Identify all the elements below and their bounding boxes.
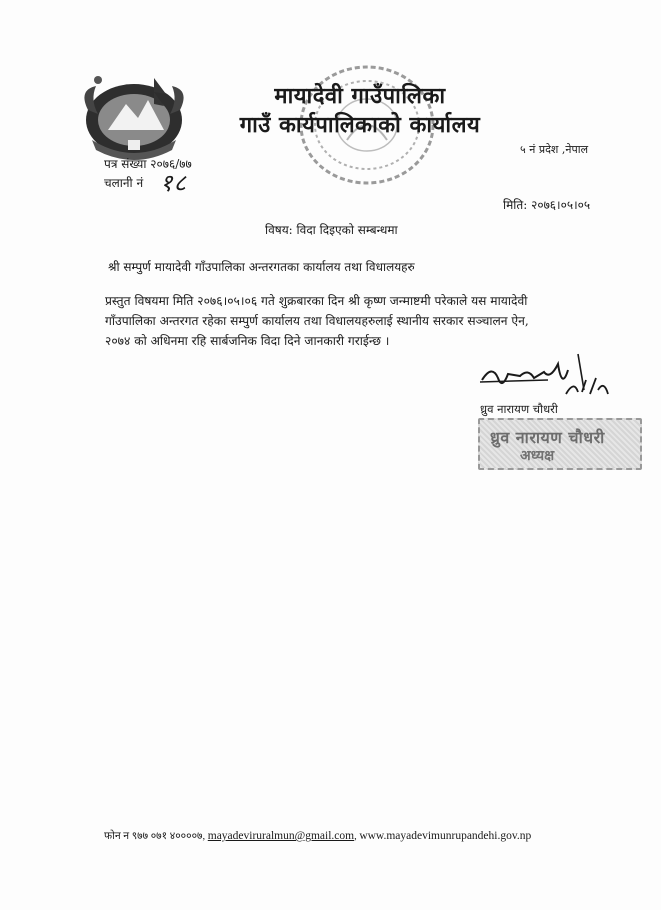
province-label: ५ नं प्रदेश ,नेपाल <box>520 143 589 156</box>
letter-date: मिति: २०७६।०५।०५ <box>503 198 591 212</box>
signatory-name: ध्रुव नारायण चौधरी <box>480 402 558 416</box>
handwritten-signature-icon <box>478 350 618 400</box>
municipality-name: मायादेवी गाउँपालिका <box>274 83 446 109</box>
footer-email-link[interactable]: mayadeviruralmun@gmail.com <box>207 830 355 842</box>
dispatch-number: १८ <box>160 169 187 197</box>
nepal-emblem-icon <box>68 70 200 162</box>
letter-subject: विषय: विदा दिइएको सम्बन्धमा <box>265 223 398 237</box>
office-name: गाउँ कार्यपालिकाको कार्यालय <box>239 112 481 138</box>
footer-phone: फोन न ९७७ ०७१ ४००००७, <box>104 831 206 842</box>
stamp-name: ध्रुव नारायण चौधरी <box>490 428 605 447</box>
body-line: गाँउपालिका अन्तरगत रहेका सम्पुर्ण कार्यालय तथा विधालयहरुलाई स्थानीय सरकार सञ्चालन ऐन, <box>105 314 529 328</box>
body-line: २०७४ को अधिनमा रहि सार्बजनिक विदा दिने जानकारी गराईन्छ । <box>105 334 390 348</box>
dispatch-label: चलानी नं <box>104 176 144 190</box>
letter-addressee: श्री सम्पुर्ण मायादेवी गाँउपालिका अन्तरगतका कार्यालय तथा विधालयहरु <box>108 260 415 274</box>
letter-body <box>105 291 610 351</box>
name-stamp <box>478 418 642 470</box>
stamp-title: अध्यक्ष <box>520 448 555 464</box>
office-title <box>225 83 495 109</box>
footer-website-link[interactable]: www.mayadevimunrupandehi.gov.np <box>359 830 532 842</box>
letter-footer: फोन न ९७७ ०७१ ४००००७, mayadeviruralmun@gmail.com, www.mayadevimunrupandehi.gov.np <box>104 830 532 842</box>
body-line: प्रस्तुत विषयमा मिति २०७६।०५।०६ गते शुक्रबारका दिन श्री कृष्ण जन्माष्टमी परेकाले यस मायादेवी <box>105 294 528 308</box>
letter-number: पत्र संख्या २०७६/७७ <box>104 157 192 171</box>
office-subtitle <box>225 112 495 138</box>
